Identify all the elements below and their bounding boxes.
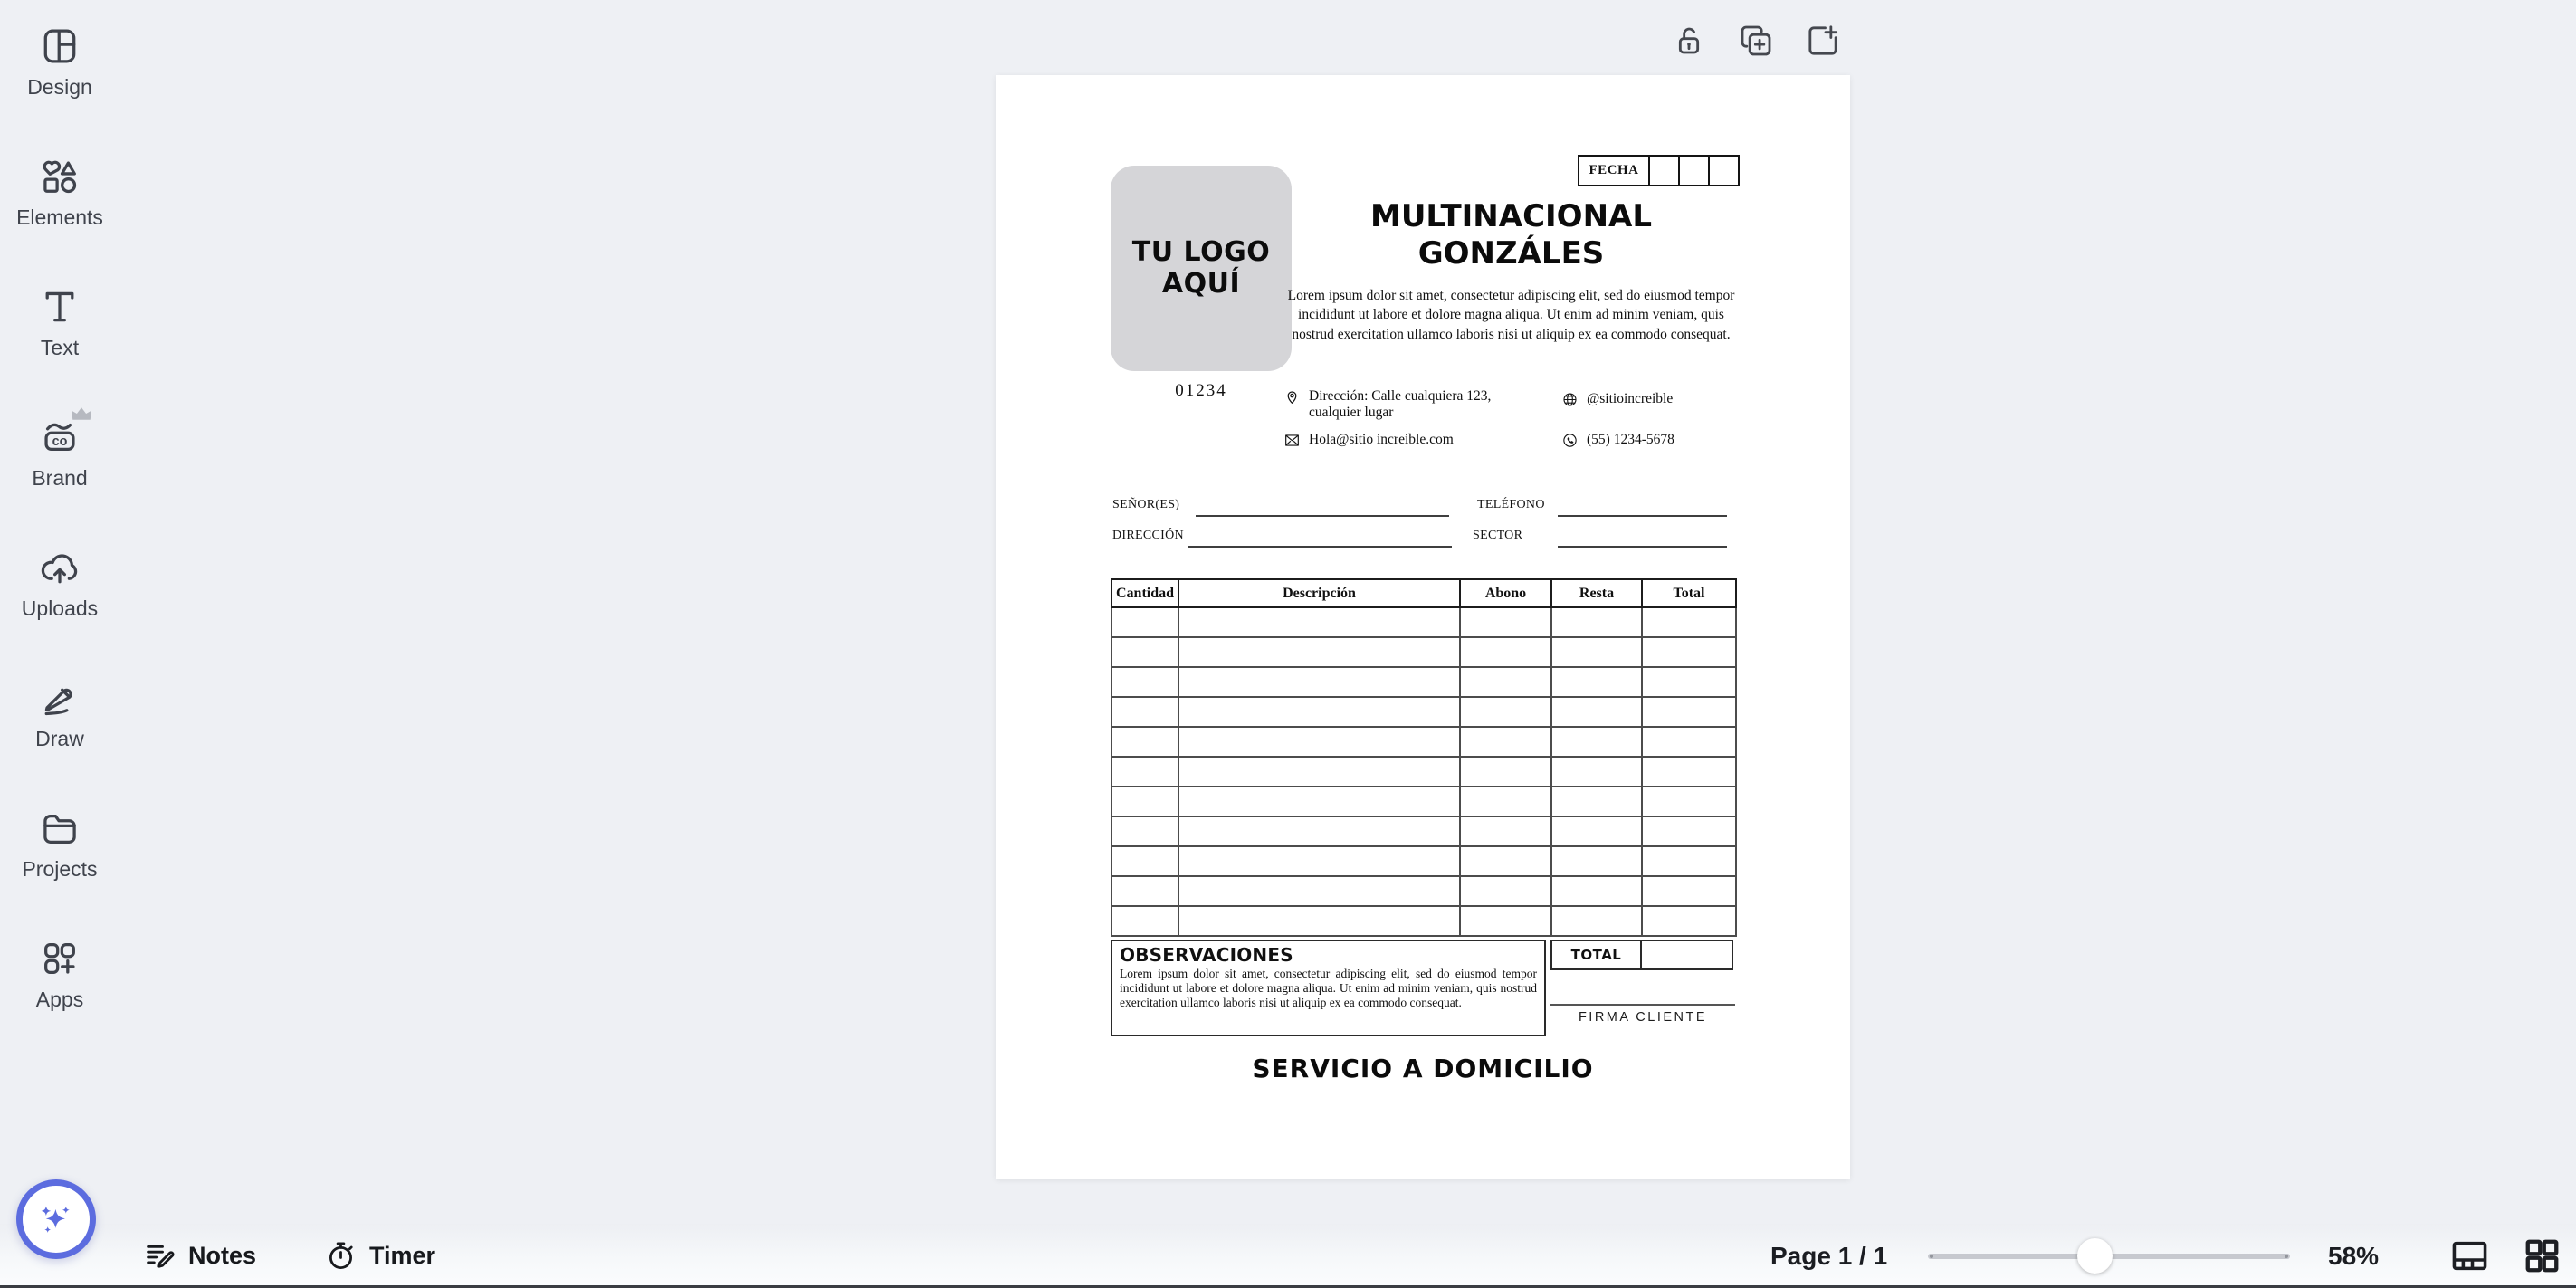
timer-label: Timer [369, 1242, 436, 1269]
contact-phone-text: (55) 1234-5678 [1587, 432, 1674, 447]
column-header: Descripción [1178, 579, 1460, 607]
sidebar-label: Brand [32, 466, 88, 490]
table-cell [1178, 607, 1460, 637]
table-cell [1178, 757, 1460, 787]
table-cell [1460, 846, 1551, 876]
table-row [1111, 906, 1736, 936]
contact-email-text: Hola@sitio increible.com [1309, 432, 1454, 447]
observations-body: Lorem ipsum dolor sit amet, consectetur adipiscing elit, sed do eiusmod tempor incididunt ut labore et dolore magna aliqua. Ut enim ad minim veniam, quis nostrud exercitation ullamco laboris nisi ut aliquip ex ea commodo consequat. [1120, 967, 1537, 1009]
field-telefono-line [1558, 515, 1727, 517]
total-label: TOTAL [1570, 947, 1622, 963]
logo-text: TU LOGO AQUÍ [1131, 236, 1271, 300]
table-cell [1111, 906, 1178, 936]
table-cell [1551, 607, 1642, 637]
notes-icon [143, 1239, 177, 1273]
table-cell [1111, 667, 1178, 697]
table-cell [1111, 637, 1178, 667]
field-sector-label[interactable]: SECTOR [1473, 529, 1523, 542]
crown-icon [71, 405, 92, 422]
zoom-slider-thumb[interactable] [2077, 1238, 2113, 1274]
sidebar-label: Elements [16, 205, 103, 229]
contact-address-text: Dirección: Calle cualquiera 123, cualquier lugar [1309, 388, 1492, 420]
table-cell [1178, 667, 1460, 697]
fecha-cell [1678, 157, 1708, 185]
fecha-label: FECHA [1589, 163, 1639, 177]
table-cell [1460, 667, 1551, 697]
duplicate-page-button[interactable] [1736, 18, 1776, 63]
sidebar-item-elements[interactable] [0, 148, 119, 279]
items-table-body [1111, 607, 1736, 936]
table-cell [1178, 876, 1460, 906]
contact-phone[interactable] [1561, 432, 1674, 449]
table-cell [1460, 787, 1551, 816]
column-header: Cantidad [1111, 579, 1178, 607]
table-cell [1178, 816, 1460, 846]
table-cell [1551, 727, 1642, 757]
table-cell [1642, 846, 1736, 876]
zoom-level[interactable]: 58% [2323, 1224, 2384, 1288]
table-row [1111, 787, 1736, 816]
field-senores-line [1196, 515, 1449, 517]
table-cell [1642, 667, 1736, 697]
table-cell [1551, 697, 1642, 727]
timer-icon [324, 1239, 358, 1273]
table-cell [1551, 787, 1642, 816]
apps-icon [39, 938, 81, 979]
page-actions [1669, 18, 1843, 63]
table-cell [1178, 727, 1460, 757]
table-cell [1551, 846, 1642, 876]
grid-view-icon [2522, 1236, 2562, 1276]
grid-view-button[interactable] [2516, 1224, 2568, 1288]
location-pin-icon [1283, 388, 1301, 405]
table-cell [1178, 697, 1460, 727]
table-cell [1111, 727, 1178, 757]
notes-label: Notes [188, 1242, 257, 1269]
draw-icon [39, 677, 81, 719]
fecha-empty-cells [1648, 157, 1738, 185]
table-cell [1178, 637, 1460, 667]
table-cell [1460, 816, 1551, 846]
document-number[interactable]: 01234 [1175, 381, 1227, 400]
sidebar-item-brand[interactable] [0, 409, 119, 539]
sidebar-item-apps[interactable] [0, 930, 119, 1061]
table-row [1111, 727, 1736, 757]
contact-social[interactable] [1561, 391, 1673, 408]
logo-placeholder[interactable] [1111, 166, 1292, 371]
fecha-box[interactable] [1578, 155, 1740, 186]
assistant-button[interactable] [16, 1179, 96, 1259]
mail-icon [1283, 432, 1301, 449]
add-page-icon [1805, 23, 1841, 59]
uploads-icon [39, 547, 81, 588]
sidebar-label: Apps [35, 987, 84, 1011]
table-cell [1642, 607, 1736, 637]
fecha-cell [1648, 157, 1678, 185]
table-cell [1111, 846, 1178, 876]
sidebar-item-uploads[interactable] [0, 539, 119, 670]
sidebar-label: Uploads [21, 596, 99, 620]
table-row [1111, 816, 1736, 846]
timer-button[interactable] [319, 1224, 441, 1288]
table-cell [1460, 876, 1551, 906]
table-cell [1460, 727, 1551, 757]
table-cell [1642, 787, 1736, 816]
table-cell [1551, 816, 1642, 846]
notes-button[interactable] [138, 1224, 262, 1288]
total-value-cell [1640, 941, 1732, 968]
table-cell [1178, 787, 1460, 816]
brand-icon [39, 416, 81, 458]
table-cell [1460, 607, 1551, 637]
globe-icon [1561, 391, 1579, 408]
contact-address[interactable] [1283, 388, 1512, 421]
table-cell [1642, 697, 1736, 727]
signature-label[interactable]: FIRMA CLIENTE [1578, 1010, 1708, 1025]
elements-icon [39, 156, 81, 197]
company-intro[interactable]: Lorem ipsum dolor sit amet, consectetur adipiscing elit, sed do eiusmod tempor incididunt ut labore et dolore magna aliqua. Ut enim ad minim veniam, quis nostrud exercitation ullamco laboris nisi ut aliquip ex ea commodo consequat. [1287, 288, 1735, 342]
items-table[interactable] [1111, 578, 1737, 937]
table-row [1111, 667, 1736, 697]
field-sector-line [1558, 546, 1727, 548]
footer-title[interactable]: SERVICIO A DOMICILIO [1252, 1054, 1594, 1083]
table-cell [1642, 727, 1736, 757]
page-indicator: Page 1 / 1 [1770, 1241, 1888, 1270]
table-cell [1460, 697, 1551, 727]
table-cell [1111, 607, 1178, 637]
unlock-button[interactable] [1669, 18, 1709, 63]
table-cell [1111, 787, 1178, 816]
sparkles-icon [34, 1197, 78, 1241]
bottom-bar [0, 1224, 2576, 1288]
table-cell [1178, 846, 1460, 876]
sidebar-item-projects[interactable] [0, 800, 119, 930]
table-cell [1111, 816, 1178, 846]
text-icon [39, 286, 81, 328]
observations-title: OBSERVACIONES [1120, 944, 1293, 966]
table-cell [1642, 876, 1736, 906]
table-cell [1111, 697, 1178, 727]
table-cell [1460, 906, 1551, 936]
design-icon [39, 25, 81, 67]
fecha-cell [1708, 157, 1738, 185]
table-row [1111, 637, 1736, 667]
table-cell [1111, 757, 1178, 787]
sidebar-item-design[interactable] [0, 18, 119, 148]
duplicate-page-icon [1738, 23, 1774, 59]
table-row [1111, 607, 1736, 637]
company-title[interactable]: MULTINACIONAL GONZÁLES [1369, 198, 1653, 272]
design-page[interactable] [996, 75, 1850, 1179]
phone-icon [1561, 432, 1579, 449]
table-cell [1178, 906, 1460, 936]
table-cell [1460, 637, 1551, 667]
table-row [1111, 846, 1736, 876]
sidebar-item-text[interactable] [0, 279, 119, 409]
table-cell [1551, 906, 1642, 936]
column-header: Abono [1460, 579, 1551, 607]
table-row [1111, 876, 1736, 906]
sidebar-label: Draw [35, 727, 84, 750]
field-direccion-line [1188, 546, 1452, 548]
svg-text:co: co [52, 434, 68, 450]
table-row [1111, 697, 1736, 727]
table-cell [1551, 757, 1642, 787]
sidebar-item-draw[interactable] [0, 670, 119, 800]
table-header-row [1111, 579, 1736, 607]
table-cell [1642, 637, 1736, 667]
presentation-view-button[interactable] [2444, 1224, 2495, 1288]
field-direccion-label[interactable]: DIRECCIÓN [1112, 529, 1184, 542]
presentation-view-icon [2449, 1236, 2490, 1276]
table-cell [1111, 876, 1178, 906]
signature-line [1550, 1004, 1735, 1006]
sidebar [0, 0, 119, 1224]
table-cell [1551, 637, 1642, 667]
contact-email[interactable] [1283, 432, 1454, 449]
table-cell [1642, 906, 1736, 936]
sidebar-label: Projects [22, 857, 98, 881]
total-box[interactable] [1550, 940, 1733, 970]
field-senores-label[interactable]: SEÑOR(ES) [1112, 498, 1180, 511]
column-header: Resta [1551, 579, 1642, 607]
field-telefono-label[interactable]: TELÉFONO [1477, 498, 1545, 511]
contact-social-text: @sitioincreible [1587, 391, 1674, 406]
observations-box[interactable] [1111, 940, 1546, 1036]
unlock-icon [1671, 23, 1707, 59]
table-cell [1460, 757, 1551, 787]
zoom-slider[interactable] [1928, 1224, 2290, 1288]
column-header: Total [1642, 579, 1736, 607]
table-cell [1642, 816, 1736, 846]
sidebar-label: Text [40, 336, 80, 359]
table-cell [1642, 757, 1736, 787]
table-cell [1551, 876, 1642, 906]
sidebar-label: Design [27, 75, 92, 99]
table-row [1111, 757, 1736, 787]
projects-icon [39, 807, 81, 849]
add-page-button[interactable] [1803, 18, 1843, 63]
table-cell [1551, 667, 1642, 697]
